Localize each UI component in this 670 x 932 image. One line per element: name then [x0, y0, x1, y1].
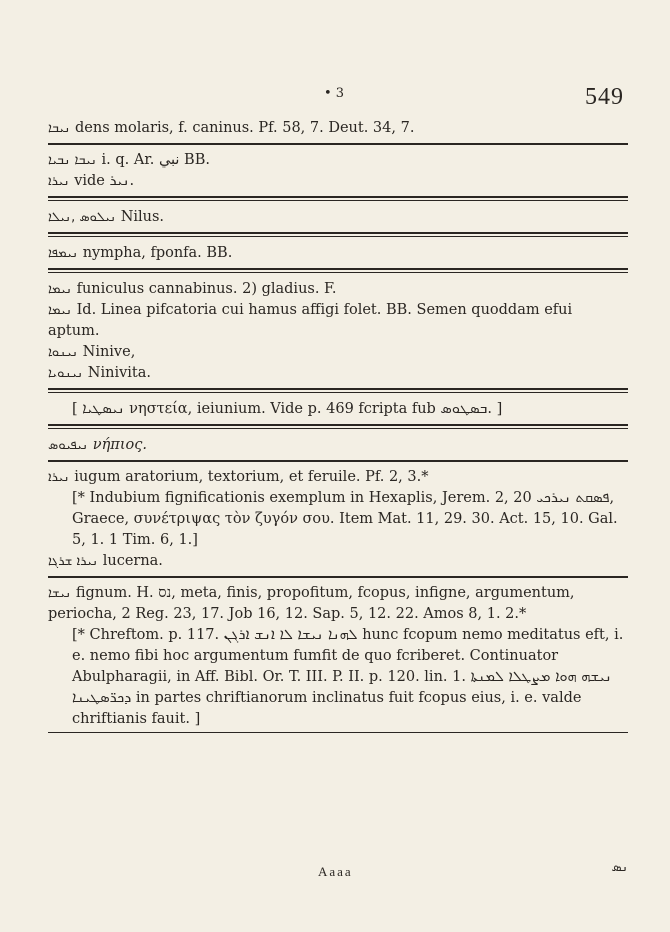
entry-nepios: [48, 435, 628, 456]
entry-definition: [ ܢܝܣܛܝܐ νηστεία, ieiunium. Vide p. 469 fcripta fub ܒܣܛܘܣ. ]: [72, 401, 503, 417]
catchword: ܢܣ: [611, 860, 628, 875]
syriac-headword: ܢܝܠܘܣ ,ܢܝܠܐ: [48, 210, 117, 225]
entry-definition: nympha, fponfa. BB.: [82, 245, 233, 261]
entry-vide: [48, 171, 628, 192]
entry-iugum: [48, 467, 628, 488]
entry-definition: funiculus cannabinus. 2) gladius. F.: [76, 281, 337, 297]
entry-definition: lucerna.: [102, 553, 163, 569]
entry-definition: Id. Linea pifcatoria cui hamus affigi folet. BB. Semen quoddam efui aptum.: [48, 302, 573, 339]
syriac-headword: ܢܝܦܝܘܣ: [48, 438, 89, 453]
syriac-headword: ܢܝܒܐ ܢܒܝܐ: [48, 153, 97, 168]
entry-iq-ar: [48, 150, 628, 171]
entry-lucerna: [48, 551, 628, 572]
entry-nympha: [48, 243, 628, 264]
entry-ninive: [48, 342, 628, 363]
entry-definition: Ninivita.: [87, 365, 152, 381]
entry-definition: iugum aratorium, textorium, et feruile. Pf. 2, 3.*: [74, 469, 429, 485]
entry-note: [* Indubium fignificationis exemplum in Hexaplis, Jerem. 2, 20 ܦܣܩܬ ܢܝܪܟܝ, Graece, συνέτριψας τὸν ζυγόν σου. Item Mat. 11, 29. 30. Act. 15, 10. Gal. 5, 1. 1 Tim. 6, 1.]: [72, 490, 618, 548]
entry-definition: fignum. H. נס, meta, finis, propofitum, fcopus, infigne, argumentum, periocha, 2 Reg. 23, 17. Job 16, 12. Sap. 5, 12. 22. Amos 8, 1. 2.*: [48, 585, 575, 622]
syriac-headword: ܢܝܪܐ: [48, 174, 70, 189]
syriac-headword: ܢܝܫܐ: [48, 586, 72, 601]
running-mark: • 3: [324, 86, 345, 101]
entry-definition: νήπιος.: [92, 437, 147, 453]
entry-signum: [48, 583, 628, 625]
entry-ninivita: [48, 363, 628, 384]
section-rule: [48, 268, 628, 273]
syriac-headword: ܢܝܪܐ: [48, 470, 70, 485]
entry-funiculus: [48, 279, 628, 300]
page-footer: [48, 860, 628, 882]
entry-definition: i. q. Ar. ﻧﺒﻲ BB.: [101, 152, 210, 168]
section-rule: [48, 232, 628, 237]
entry-definition: Nilus.: [120, 209, 165, 225]
section-rule: [48, 732, 628, 733]
entry-definition: dens molaris, f. caninus. Pf. 58, 7. Deut. 34, 7.: [75, 120, 415, 136]
entry-ieiunium: [48, 399, 628, 420]
section-rule: [48, 196, 628, 201]
entry-linea: [48, 300, 628, 342]
syriac-headword: ܢܝܡܦܐ: [48, 246, 79, 261]
section-rule: [48, 143, 628, 145]
section-rule: [48, 460, 628, 462]
entry-nilus: [48, 207, 628, 228]
page-number: 549: [585, 84, 624, 110]
signature-mark: Aaaa: [318, 864, 353, 879]
section-rule: [48, 388, 628, 393]
syriac-headword: ܢܝܪܐ ܫܪܓܐ: [48, 554, 99, 569]
syriac-headword: ܢܝܒܐ: [48, 121, 71, 136]
entry-dens-molaris: [48, 118, 628, 139]
entry-definition: Ninive,: [82, 344, 136, 360]
entry-signum-note: [48, 625, 628, 730]
entry-note: [* Chreftom. p. 117. ܠܗܢܐ ܢܝܫܐ ܠܐ ܐܢܫ ܐܪܓܢ hunc fcopum nemo meditatus eft, i. e. nemo fibi hoc argumentum fumfit de quo fcriberet. Continuator Abulpharagii, in Aff. Bibl. Or. T. III. P. II. p. 120. lin. 1. ܢܝܫܗ ܗܘܐ ܡܨܛܠܐ ܠܡܢܬܐ ܕܟܪ̈ܣܛܝܢܐ in partes chriftianorum inclinatus fuit fcopus eius, i. e. valde chriftianis fauit. ]: [72, 627, 624, 727]
syriac-headword: ܢܝܢܘܐ: [48, 345, 79, 360]
section-rule: [48, 424, 628, 429]
syriac-headword: ܢܝܡܐ: [48, 303, 72, 318]
entry-iugum-note: [48, 488, 628, 551]
syriac-headword: ܢܝܡܐ: [48, 282, 72, 297]
dictionary-body: [48, 118, 628, 739]
section-rule: [48, 576, 628, 578]
syriac-headword: ܢܝܢܘܝܐ: [48, 366, 84, 381]
entry-definition: vide ܢܝܪ.: [74, 173, 135, 189]
